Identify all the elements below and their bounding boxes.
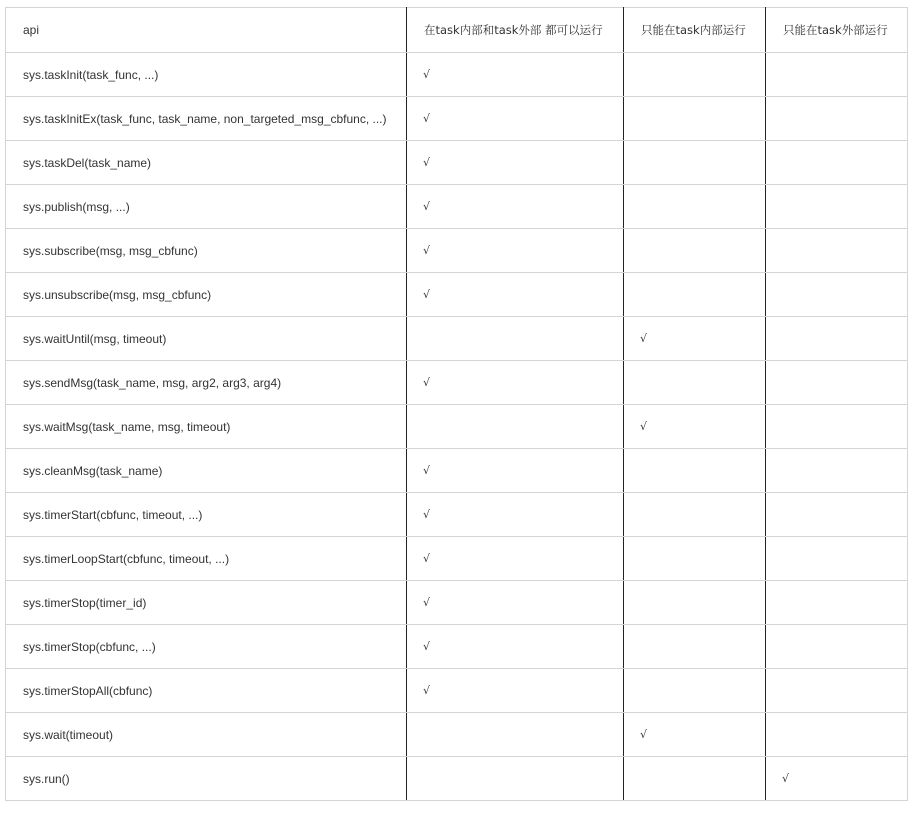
mark-outside-only-cell: √ — [766, 757, 908, 801]
mark-outside-only-cell — [766, 449, 908, 493]
mark-inside-and-outside-cell: √ — [407, 229, 624, 273]
table-body — [6, 53, 908, 801]
mark-inside-and-outside-cell: √ — [407, 669, 624, 713]
api-name-cell: sys.taskDel(task_name) — [6, 141, 407, 185]
mark-inside-only-cell — [624, 141, 766, 185]
api-name-cell: sys.timerStop(cbfunc, ...) — [6, 625, 407, 669]
api-name-cell: sys.waitMsg(task_name, msg, timeout) — [6, 405, 407, 449]
table-row — [6, 185, 908, 229]
mark-outside-only-cell — [766, 141, 908, 185]
mark-inside-only-cell — [624, 97, 766, 141]
api-name-cell: sys.timerLoopStart(cbfunc, timeout, ...) — [6, 537, 407, 581]
mark-inside-only-cell — [624, 361, 766, 405]
table-row — [6, 405, 908, 449]
header-inside-and-outside: 在task内部和task外部 都可以运行 — [407, 8, 624, 53]
mark-inside-only-cell: √ — [624, 317, 766, 361]
table-row — [6, 625, 908, 669]
table-row — [6, 361, 908, 405]
header-inside-only: 只能在task内部运行 — [624, 8, 766, 53]
mark-outside-only-cell — [766, 361, 908, 405]
mark-inside-and-outside-cell — [407, 317, 624, 361]
mark-outside-only-cell — [766, 229, 908, 273]
table-row — [6, 493, 908, 537]
api-name-cell: sys.waitUntil(msg, timeout) — [6, 317, 407, 361]
table-row — [6, 757, 908, 801]
api-name-cell: sys.publish(msg, ...) — [6, 185, 407, 229]
mark-inside-only-cell — [624, 185, 766, 229]
api-name-cell: sys.sendMsg(task_name, msg, arg2, arg3, arg4) — [6, 361, 407, 405]
mark-inside-and-outside-cell: √ — [407, 625, 624, 669]
api-name-cell: sys.taskInit(task_func, ...) — [6, 53, 407, 97]
table-row — [6, 229, 908, 273]
mark-outside-only-cell — [766, 53, 908, 97]
mark-inside-and-outside-cell: √ — [407, 493, 624, 537]
mark-outside-only-cell — [766, 581, 908, 625]
api-name-cell: sys.taskInitEx(task_func, task_name, non_targeted_msg_cbfunc, ...) — [6, 97, 407, 141]
mark-inside-only-cell — [624, 273, 766, 317]
api-context-table-container — [5, 7, 908, 801]
table-row — [6, 141, 908, 185]
table-row — [6, 273, 908, 317]
mark-inside-and-outside-cell: √ — [407, 53, 624, 97]
api-name-cell: sys.subscribe(msg, msg_cbfunc) — [6, 229, 407, 273]
mark-inside-only-cell — [624, 625, 766, 669]
table-row — [6, 97, 908, 141]
mark-inside-only-cell — [624, 229, 766, 273]
mark-inside-only-cell: √ — [624, 713, 766, 757]
mark-outside-only-cell — [766, 405, 908, 449]
mark-inside-only-cell — [624, 757, 766, 801]
table-row — [6, 449, 908, 493]
table-row — [6, 53, 908, 97]
mark-inside-and-outside-cell: √ — [407, 141, 624, 185]
header-api: api — [6, 8, 407, 53]
mark-outside-only-cell — [766, 97, 908, 141]
api-name-cell: sys.timerStopAll(cbfunc) — [6, 669, 407, 713]
mark-inside-and-outside-cell: √ — [407, 273, 624, 317]
mark-outside-only-cell — [766, 493, 908, 537]
mark-inside-and-outside-cell: √ — [407, 537, 624, 581]
mark-inside-only-cell: √ — [624, 405, 766, 449]
mark-inside-and-outside-cell — [407, 713, 624, 757]
mark-outside-only-cell — [766, 537, 908, 581]
table-row — [6, 669, 908, 713]
mark-inside-and-outside-cell: √ — [407, 361, 624, 405]
mark-inside-only-cell — [624, 537, 766, 581]
mark-inside-only-cell — [624, 493, 766, 537]
api-name-cell: sys.run() — [6, 757, 407, 801]
mark-inside-and-outside-cell: √ — [407, 185, 624, 229]
mark-inside-and-outside-cell — [407, 757, 624, 801]
mark-outside-only-cell — [766, 317, 908, 361]
api-name-cell: sys.timerStop(timer_id) — [6, 581, 407, 625]
api-context-table — [5, 7, 908, 801]
mark-outside-only-cell — [766, 669, 908, 713]
mark-inside-only-cell — [624, 669, 766, 713]
mark-inside-only-cell — [624, 449, 766, 493]
mark-outside-only-cell — [766, 185, 908, 229]
mark-inside-and-outside-cell: √ — [407, 449, 624, 493]
api-name-cell: sys.wait(timeout) — [6, 713, 407, 757]
header-outside-only: 只能在task外部运行 — [766, 8, 908, 53]
mark-outside-only-cell — [766, 273, 908, 317]
mark-inside-and-outside-cell — [407, 405, 624, 449]
api-name-cell: sys.unsubscribe(msg, msg_cbfunc) — [6, 273, 407, 317]
mark-inside-only-cell — [624, 581, 766, 625]
mark-inside-only-cell — [624, 53, 766, 97]
mark-outside-only-cell — [766, 713, 908, 757]
mark-outside-only-cell — [766, 625, 908, 669]
table-row — [6, 317, 908, 361]
table-header-row — [6, 8, 908, 53]
api-name-cell: sys.timerStart(cbfunc, timeout, ...) — [6, 493, 407, 537]
mark-inside-and-outside-cell: √ — [407, 97, 624, 141]
table-row — [6, 537, 908, 581]
table-row — [6, 581, 908, 625]
mark-inside-and-outside-cell: √ — [407, 581, 624, 625]
table-row — [6, 713, 908, 757]
api-name-cell: sys.cleanMsg(task_name) — [6, 449, 407, 493]
